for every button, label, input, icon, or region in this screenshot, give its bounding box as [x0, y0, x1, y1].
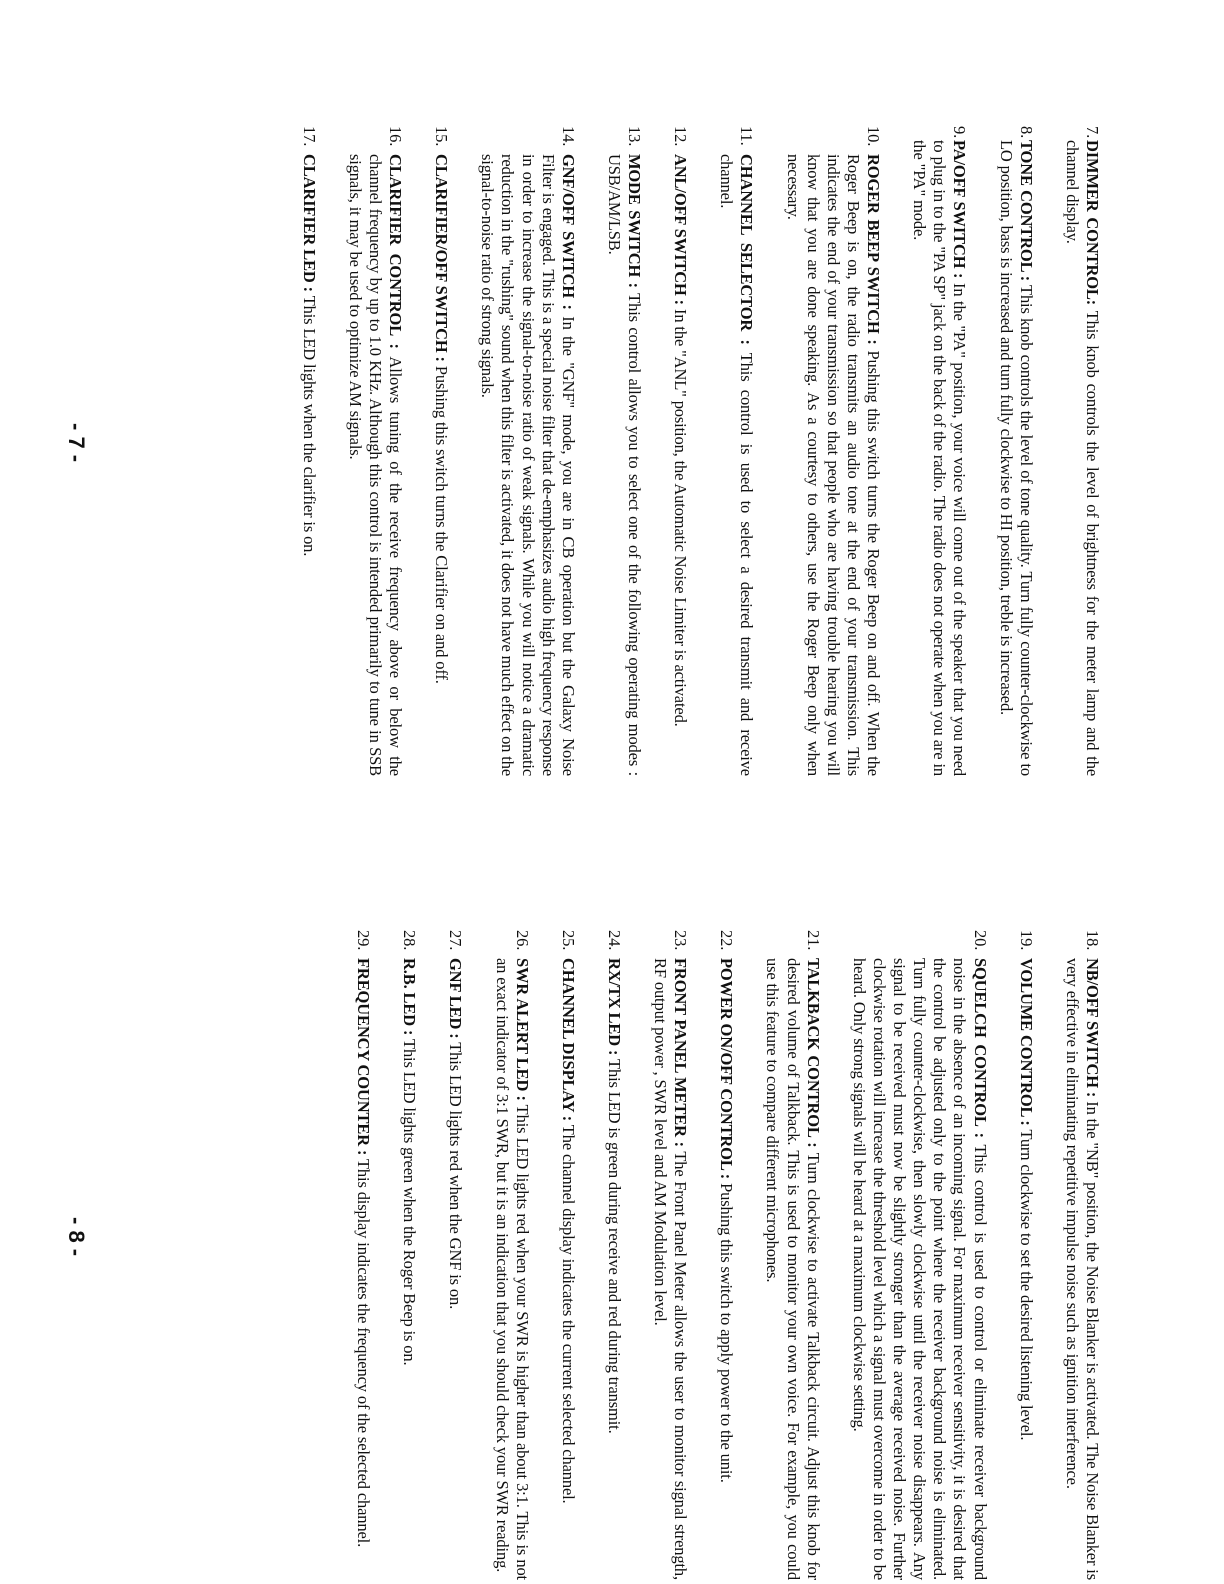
list-item: [299, 126, 319, 776]
item-text: This control is used to control or eliminate receiver background noise in the absence of an incoming signal. For maximum receiver sensitivity, it is desired that the control be adjusted only to the point where the receiver background noise is eliminated. Turn fully counter-clockwise, then slowly clockwise until the receiver noise disappears. Any signal to be received must now be slightly stronger than the average received noise. Further clockwise rotation will increase the threshold level which a signal must overcome in order to be heard. Only strong signals will be heard at a maximum clockwise setting.: [849, 958, 990, 1581]
item-number: 19.: [1016, 930, 1036, 951]
item-number: 26.: [512, 930, 532, 951]
page-7-column: [273, 126, 1102, 776]
item-number: 9.: [950, 126, 970, 139]
item-number: 22.: [717, 930, 737, 951]
list-item: [1062, 126, 1102, 776]
list-item: [1016, 930, 1036, 1580]
item-number: 10.: [864, 126, 884, 147]
item-title: RX/TX LED :: [605, 958, 624, 1056]
list-item: [996, 126, 1036, 776]
item-title: VOLUME CONTROL :: [1016, 958, 1036, 1126]
item-text: The channel display indicates the current selected channel.: [558, 1124, 578, 1504]
item-number: 28.: [400, 930, 420, 951]
item-title: SWR ALERT LED :: [512, 958, 532, 1101]
item-title: DIMMER CONTROL:: [1083, 140, 1102, 306]
item-text: Pushing this switch turns the Clarifier on and off.: [432, 365, 452, 684]
item-text: Allows tuning of the receive frequency above or below the channel frequency by up to 1.0 KHz. Although this control is intended primarily to tune in SSB signals, it may be used to optimize AM signals.: [345, 154, 406, 776]
list-item: [604, 126, 644, 776]
item-number: 15.: [432, 126, 452, 147]
item-number: 8.: [1016, 126, 1036, 139]
list-item: [716, 930, 736, 1580]
list-item: [445, 930, 465, 1580]
page-8-column: [327, 930, 1102, 1580]
list-item: [353, 930, 373, 1580]
item-number: 7.: [1083, 126, 1102, 139]
item-text: In the "PA" position, your voice will come out of the speaker that you need to plug in to the "PA SP" jack on the back of the radio. The radio does not operate when you are in the "PA" mode.: [910, 140, 970, 776]
item-title: GNF/OFF SWITCH :: [558, 154, 578, 310]
list-item: [849, 930, 990, 1580]
item-number: 13.: [625, 126, 645, 147]
item-text: In the "ANL" position, the Automatic Noise Limiter is activated.: [671, 308, 691, 727]
item-number: 21.: [803, 930, 823, 951]
item-number: 12.: [671, 126, 691, 147]
item-text: Turn clockwise to set the desired listening level.: [1016, 1129, 1036, 1441]
item-number: 25.: [558, 930, 578, 951]
item-text: This LED lights green when the Roger Beep is on.: [400, 1039, 420, 1366]
item-title: SQUELCH CONTROL :: [970, 958, 990, 1138]
list-item: [716, 126, 756, 776]
item-title: ANL/OFF SWITCH :: [671, 154, 691, 305]
item-title: GNF LED :: [446, 958, 466, 1039]
list-item: [431, 126, 451, 776]
list-item: [477, 126, 578, 776]
item-text: This display indicates the frequency of the selected channel.: [354, 1158, 374, 1548]
item-number: 11.: [737, 126, 757, 146]
item-title: POWER ON/OFF CONTROL :: [717, 958, 737, 1180]
item-text: This knob controls the level of brightness for the meter lamp and the channel display.: [1062, 140, 1102, 777]
list-item: [345, 126, 405, 776]
list-item: [492, 930, 532, 1580]
item-text: This LED lights when the clarifier is on.: [299, 295, 319, 557]
list-item: [762, 930, 822, 1580]
item-number: 24.: [605, 930, 624, 951]
item-number: 16.: [386, 126, 406, 147]
list-item: [670, 126, 690, 776]
item-text: This LED lights red when the GNF is on.: [446, 1042, 466, 1310]
item-text: In the "GNF" mode, you are in CB operation but the Galaxy Noise Filter is engaged. This is a special noise filter that de-emphasizes audio high frequency response in order to increase the signal-to-noise ratio of weak signals. While you will notice a dramatic reduction in the "rushing" sound when this filter is activated, it does not have much effect on the signal-to-noise ratio of strong signals.: [478, 154, 578, 776]
list-item: [399, 930, 419, 1580]
item-title: NB/OFF SWITCH :: [1083, 958, 1102, 1098]
item-text: This LED lights red when your SWR is higher than about 3:1. This is not an exact indicator of 3:1 SWR, but it is an indication that you should check your SWR reading.: [492, 958, 532, 1580]
item-title: CHANNEL SELECTOR :: [737, 154, 757, 345]
item-title: CHANNEL DISPLAY :: [558, 958, 578, 1122]
item-number: 18.: [1083, 930, 1102, 951]
item-text: This LED is green during receive and red during transmit.: [605, 1059, 624, 1434]
item-title: CLARIFIER LED :: [299, 154, 319, 293]
page-number-7: - 7 -: [64, 423, 89, 463]
item-text: This knob controls the level of tone quality. Turn fully counter-clockwise to LO position, bass is increased and turn fully clockwise to HI position, treble is increased.: [996, 140, 1036, 777]
item-title: ROGER BEEP SWITCH :: [864, 154, 884, 345]
item-text: The Front Panel Meter allows the user to monitor signal strength, RF output power , SWR level and AM Modulation level.: [651, 958, 691, 1581]
item-title: FRONT PANEL METER :: [671, 958, 691, 1147]
item-title: MODE SWITCH :: [625, 154, 645, 288]
item-title: CLARIFIER CONTROL :: [386, 154, 406, 349]
item-text: Pushing this switch to apply power to the unit.: [717, 1183, 737, 1483]
list-item: [783, 126, 884, 776]
item-text: This control is used to select a desired transmit and receive channel.: [717, 154, 757, 776]
item-title: TONE CONTROL :: [1016, 140, 1036, 282]
item-number: 20.: [970, 930, 990, 951]
item-title: CLARIFIER/OFF SWITCH :: [432, 154, 452, 362]
item-title: TALKBACK CONTROL :: [803, 958, 823, 1148]
item-number: 27.: [446, 930, 466, 951]
list-item: [650, 930, 690, 1580]
item-number: 23.: [671, 930, 691, 951]
item-text: In the "NB" position, the Noise Blanker is activated. The Noise Blanker is very effective in eliminating repetitive impulse noise such as ignition interference.: [1062, 958, 1102, 1581]
item-number: 17.: [299, 126, 319, 147]
list-item: [909, 126, 969, 776]
item-title: R.B. LED :: [400, 958, 420, 1036]
list-item: [604, 930, 624, 1580]
item-title: PA/OFF SWITCH :: [950, 140, 970, 279]
item-text: Turn clockwise to activate Talkback circuit. Adjust this knob for desired volume of Talkback. This is used to monitor your own voice. For example, you could use this feature to compare different microphones.: [763, 958, 823, 1580]
item-text: This control allows you to select one of the following operating modes : USB/AM/LSB.: [605, 154, 645, 777]
list-item: [558, 930, 578, 1580]
item-number: 14.: [558, 126, 578, 147]
page-number-8: - 8 -: [64, 1217, 89, 1257]
item-title: FREQUENCY COUNTER :: [354, 958, 374, 1156]
item-text: Pushing this switch turns the Roger Beep on and off. When the Roger Beep is on, the radio transmits an audio tone at the end of your transmission. This indicates the end of your transmission so that people who are having trouble hearing you will know that you are done speaking. As a courtesy to others, use the Roger Beep only when necessary.: [783, 154, 884, 776]
list-item: [1062, 930, 1102, 1580]
item-number: 29.: [354, 930, 374, 951]
